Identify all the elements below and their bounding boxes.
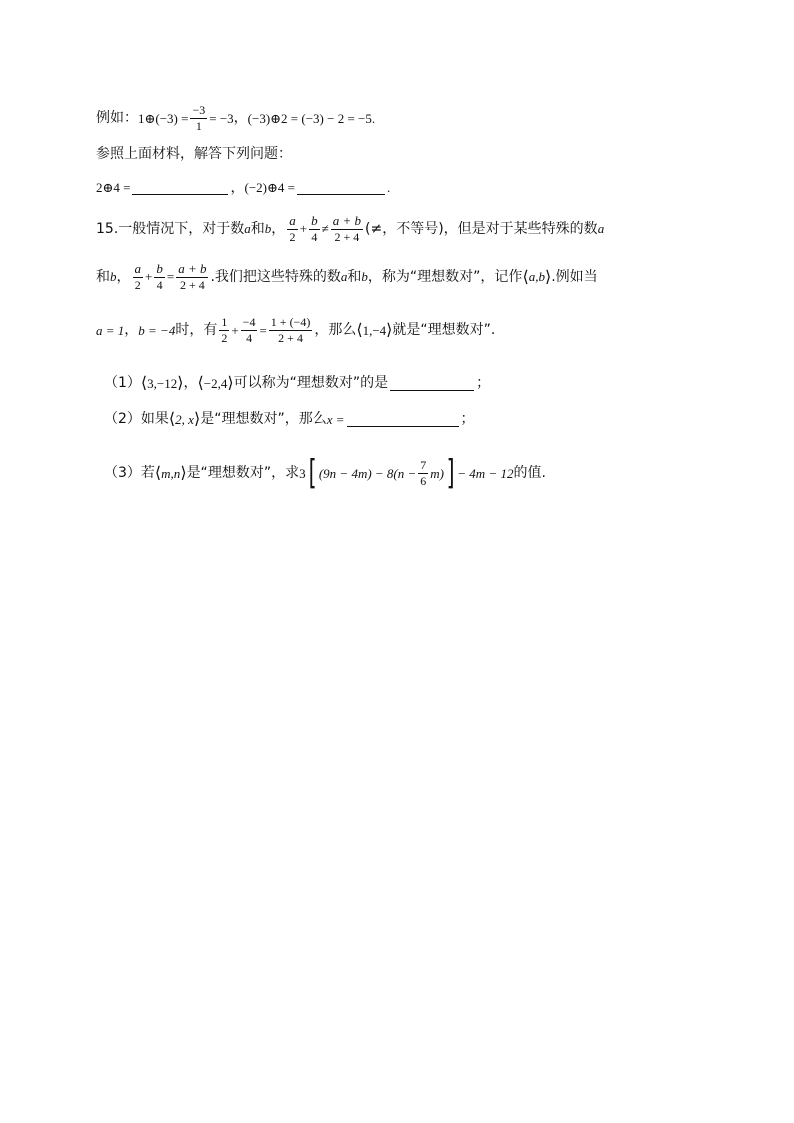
q15-line-3: a = 1 ， b = −4 时，有 $\frac{1}{2}$ + $\frac{-4}{4}$ = $\frac{1 + (-4)}{2 + 4}$ ，那么 ⟨ 1,−4 ⟩ 就是“理想数对”. [96,315,496,345]
pair-example: 1,−4 [362,322,387,338]
sub1-pair-1: 3,−12 [147,375,178,391]
sub-question-1: （1） ⟨ 3,−12 ⟩ ， ⟨ −2,4 ⟩ 可以称为“理想数对”的是 ； [104,373,491,392]
q15-intro: 15.一般情况下，对于数 [96,220,245,237]
q15-line-1: 15.一般情况下，对于数 a 和 b ， $\frac{a}{2}$ + $\frac{b}{4}$ ≠ $\frac{a + b}{2 + 4}$ (≠，不等号)，但是对于某些特殊的数 a [96,213,605,244]
fill-q2: (−2)⊕4 = [244,180,295,195]
sub1-pair-2: −2,4 [203,375,228,391]
fill-q1: 2⊕4 = [96,180,131,195]
pair-ab: a,b [528,269,545,285]
fill-blank-2[interactable] [297,180,385,195]
frac-b-over-4-b: $\frac{b}{4}$ [156,261,163,292]
right-bracket: ] [446,453,455,493]
fill-line: 2⊕4 = ， (−2)⊕4 = . [96,179,391,196]
q15-line-2: 和 b ， $\frac{a}{2}$ + $\frac{b}{4}$ = $\frac{a + b}{2 + 4}$ .我们把这些特殊的数 a 和 b ，称为“理想数对”，记作 ⟨ a,b ⟩ .例如当 [96,261,598,292]
frac-a-over-2: $\frac{a}{2}$ [289,213,296,244]
sub-question-3: （3）若 ⟨ m,n ⟩ 是“理想数对”，求 3 [ (9n − 4m) − 8(n − $\frac{7}{6}$ m) ] − 4m − 12 的值. [104,453,546,493]
example-expr1-left: 1⊕(−3) = [138,110,189,126]
sub2-pair: 2, x [175,411,194,427]
sub3-pair: m,n [161,465,181,481]
example-expr2: (−3)⊕2 = (−3) − 2 = −5 [247,110,372,126]
frac-sum-b: $\frac{a + b}{2 + 4}$ [178,261,207,292]
frac-7-over-6: $\frac{7}{6}$ [420,457,427,488]
frac-neg4-over-4: $\frac{-4}{4}$ [242,315,256,345]
instruction-text: 参照上面材料，解答下列问题： [96,146,292,162]
sub-question-2: （2）如果 ⟨ 2, x ⟩ 是“理想数对”，那么 x = ； [104,409,475,428]
frac-b-over-4: $\frac{b}{4}$ [311,213,318,244]
sub2-answer-blank[interactable] [347,412,459,427]
example-expr1-right: = −3 [209,110,234,126]
frac-sum: $\frac{a + b}{2 + 4}$ [332,213,362,244]
example-fraction: $\frac{-3}{1}$ [192,103,206,133]
example-line: 例如： 1⊕(−3) = $\frac{-3}{1}$ = −3 ， (−3)⊕2 = (−3) − 2 = −5 . [96,103,376,133]
frac-a-over-2-b: $\frac{a}{2}$ [134,261,141,292]
sub1-answer-blank[interactable] [390,376,474,391]
frac-example-sum: $\frac{1 + (-4)}{2 + 4}$ [270,315,311,345]
left-bracket: [ [308,453,317,493]
example-label: 例如： [96,110,138,127]
fill-blank-1[interactable] [132,180,228,195]
neq-note: (≠，不等号)，但是对于某些特殊的数 [365,220,598,237]
frac-1-over-2: $\frac{1}{2}$ [221,315,228,345]
